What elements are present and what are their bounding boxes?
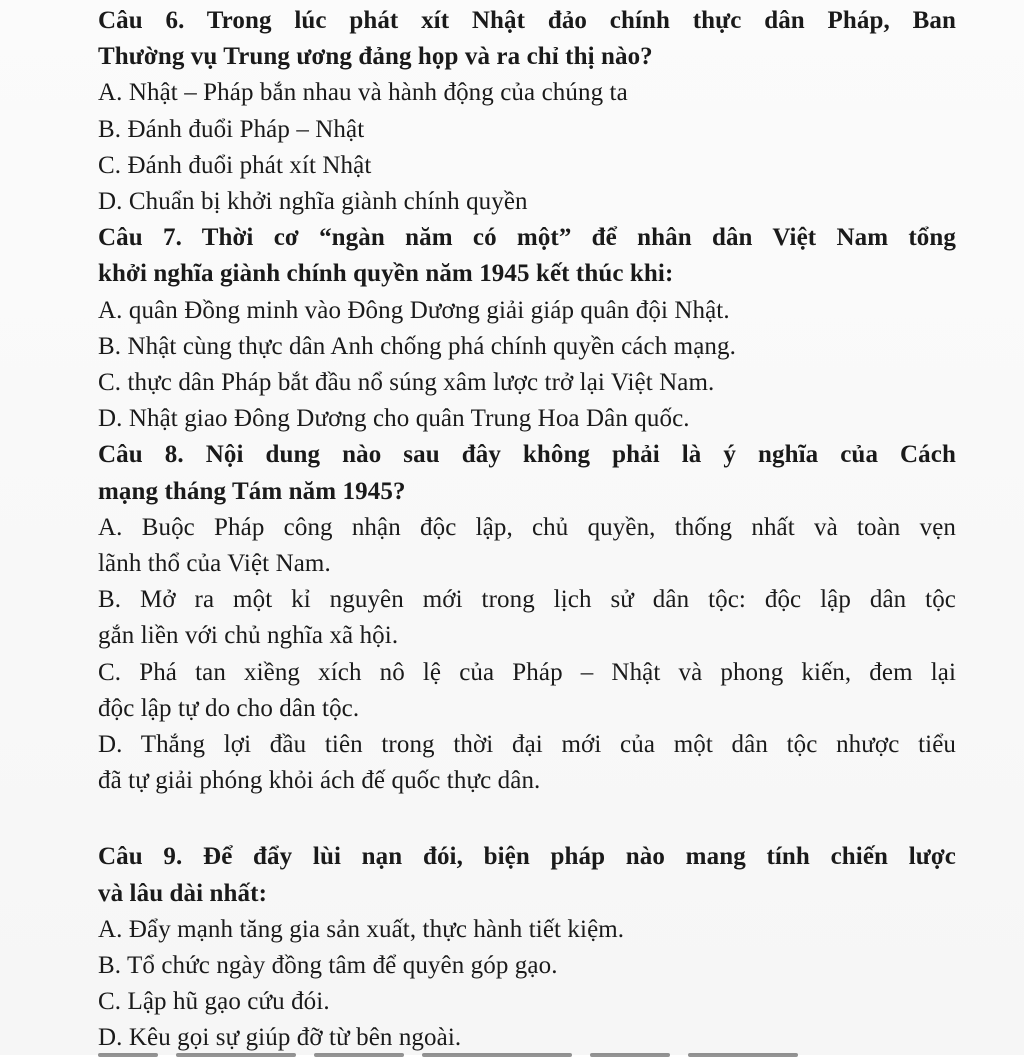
question-9-option-b: B. Tổ chức ngày đồng tâm để quyên góp gạo.	[98, 952, 558, 980]
question-6	[98, 3, 956, 220]
question-9	[98, 839, 956, 1056]
question-9-line-2: và lâu dài nhất:	[98, 879, 268, 907]
question-6-option-d: D. Chuẩn bị khởi nghĩa giành chính quyền	[98, 188, 528, 216]
question-7-line-2: khởi nghĩa giành chính quyền năm 1945 kết thúc khi:	[98, 260, 674, 288]
question-9-option-c: C. Lập hũ gạo cứu đói.	[98, 988, 330, 1016]
question-8-option-d-line-1: D. Thắng lợi đầu tiên trong thời đại mới của một dân tộc nhược tiểu	[98, 731, 956, 759]
question-6-option-b: B. Đánh đuổi Pháp – Nhật	[98, 115, 365, 143]
question-8-option-a-line-1: A. Buộc Pháp công nhận độc lập, chủ quyền, thống nhất và toàn vẹn	[98, 513, 956, 541]
question-6-line-1: Câu 6. Trong lúc phát xít Nhật đảo chính thực dân Pháp, Ban	[98, 7, 956, 34]
question-6-option-a: A. Nhật – Pháp bắn nhau và hành động của chúng ta	[98, 79, 628, 107]
question-8-option-c-line-2: độc lập tự do cho dân tộc.	[98, 694, 360, 722]
quiz-content	[98, 3, 956, 1057]
question-9-option-a: A. Đẩy mạnh tăng gia sản xuất, thực hành tiết kiệm.	[98, 915, 625, 943]
spacer	[98, 799, 956, 839]
cut-off-next-line	[98, 1044, 956, 1058]
question-7-option-d: D. Nhật giao Đông Dương cho quân Trung Hoa Dân quốc.	[98, 405, 690, 433]
question-7-option-a: A. quân Đồng minh vào Đông Dương giải giáp quân đội Nhật.	[98, 296, 730, 324]
question-9-line-1: Câu 9. Để đẩy lùi nạn đói, biện pháp nào mang tính chiến lược	[98, 843, 956, 871]
question-7-option-c: C. thực dân Pháp bắt đầu nổ súng xâm lược trở lại Việt Nam.	[98, 369, 715, 397]
question-8-line-1: Câu 8. Nội dung nào sau đây không phải là ý nghĩa của Cách	[98, 441, 956, 469]
question-8-option-d-line-2: đã tự giải phóng khỏi ách đế quốc thực dân.	[98, 767, 541, 795]
question-8	[98, 437, 956, 799]
question-8-option-c-line-1: C. Phá tan xiềng xích nô lệ của Pháp – Nhật và phong kiến, đem lại	[98, 658, 956, 686]
question-8-option-b-line-1: B. Mở ra một kỉ nguyên mới trong lịch sử dân tộc: độc lập dân tộc	[98, 586, 956, 614]
question-6-option-c: C. Đánh đuổi phát xít Nhật	[98, 151, 372, 179]
question-7-line-1: Câu 7. Thời cơ “ngàn năm có một” để nhân dân Việt Nam tổng	[98, 224, 956, 252]
question-9-option-d: D. Kêu gọi sự giúp đỡ từ bên ngoài.	[98, 1024, 462, 1052]
question-6-line-2: Thường vụ Trung ương đảng họp và ra chỉ thị nào?	[98, 43, 653, 71]
question-7	[98, 220, 956, 437]
question-8-option-b-line-2: gắn liền với chủ nghĩa xã hội.	[98, 622, 399, 650]
question-8-option-a-line-2: lãnh thổ của Việt Nam.	[98, 550, 331, 578]
question-8-line-2: mạng tháng Tám năm 1945?	[98, 477, 406, 505]
question-7-option-b: B. Nhật cùng thực dân Anh chống phá chính quyền cách mạng.	[98, 332, 736, 360]
